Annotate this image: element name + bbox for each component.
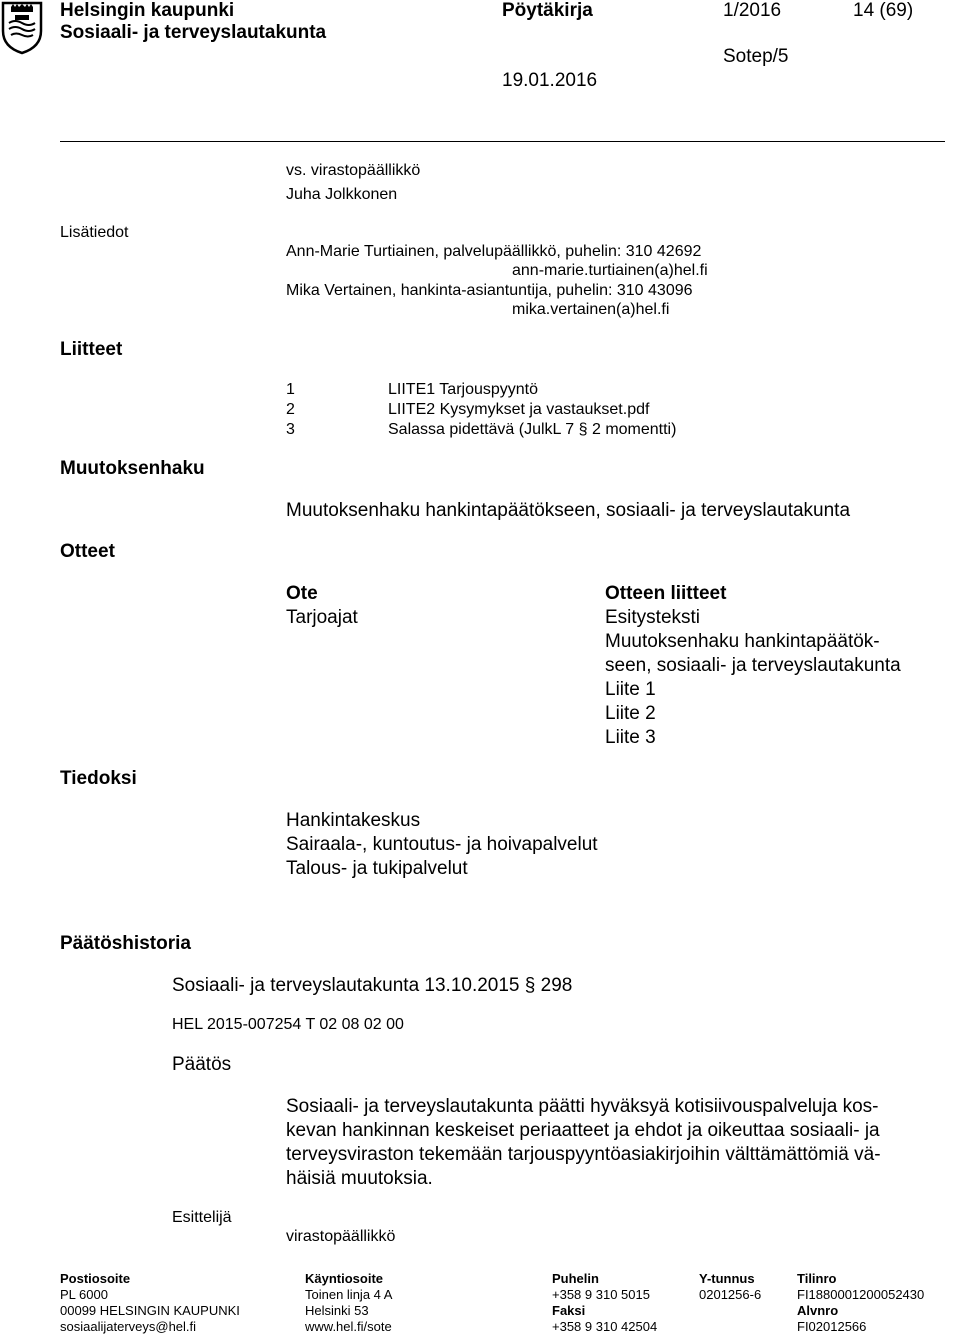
contact-1-email: ann-marie.turtiainen(a)hel.fi — [512, 262, 708, 279]
attachment-1: LIITE1 Tarjouspyyntö — [388, 381, 539, 398]
org-name: Helsingin kaupunki — [60, 0, 235, 21]
footer-postal-box: PL 6000 — [60, 1287, 108, 1302]
notify-recipient: Talous- ja tukipalvelut — [286, 858, 468, 879]
footer-phone-label: Puhelin — [552, 1271, 599, 1286]
excerpt-attachment: seen, sosiaali- ja terveyslautakunta — [605, 655, 901, 676]
label-esittelija: Esittelijä — [172, 1209, 232, 1226]
header-rule — [60, 141, 945, 142]
signer-title: vs. virastopäällikkö — [286, 162, 421, 179]
contact-2-email: mika.vertainen(a)hel.fi — [512, 301, 670, 318]
footer-postal-label: Postiosoite — [60, 1271, 131, 1286]
notify-recipient: Hankintakeskus — [286, 810, 421, 831]
footer-phone: +358 9 310 5015 — [552, 1287, 650, 1302]
label-paatoshistoria: Päätöshistoria — [60, 933, 191, 954]
label-lisatiedot: Lisätiedot — [60, 224, 129, 241]
excerpt-header: Ote — [286, 583, 318, 604]
footer-email: sosiaalijaterveys@hel.fi — [60, 1319, 197, 1334]
footer-postal-city: 00099 HELSINGIN KAUPUNKI — [60, 1303, 240, 1318]
history-meeting: Sosiaali- ja terveyslautakunta 13.10.2015 § 298 — [172, 975, 573, 996]
contact-1: Ann-Marie Turtiainen, palvelupäällikkö, puhelin: 310 42692 — [286, 243, 702, 260]
footer-business-id-label: Y-tunnus — [699, 1271, 755, 1286]
footer-account: FI1880001200052430 — [797, 1287, 925, 1302]
document-type: Pöytäkirja — [502, 0, 593, 21]
excerpt-attachment: Liite 2 — [605, 703, 656, 724]
notify-recipient: Sairaala-, kuntoutus- ja hoivapalvelut — [286, 834, 598, 855]
footer-fax-label: Faksi — [552, 1303, 586, 1318]
footer-business-id: 0201256-6 — [699, 1287, 762, 1302]
attachment-3: Salassa pidettävä (JulkL 7 § 2 momentti) — [388, 421, 677, 438]
footer-visit-label: Käyntiosoite — [305, 1271, 384, 1286]
presenter-title: virastopäällikkö — [286, 1228, 396, 1245]
contact-2: Mika Vertainen, hankinta-asiantuntija, puhelin: 310 43096 — [286, 282, 693, 299]
label-liitteet: Liitteet — [60, 339, 123, 360]
footer-visit-street: Toinen linja 4 A — [305, 1287, 393, 1302]
history-reference: HEL 2015-007254 T 02 08 02 00 — [172, 1016, 404, 1033]
footer-account-label: Tilinro — [797, 1271, 837, 1286]
excerpt-attachment: Esitysteksti — [605, 607, 701, 628]
decision-line: terveysviraston tekemään tarjouspyyntöasiakirjoihin välttämättömiä vä- — [286, 1144, 881, 1165]
issue-number: 1/2016 — [723, 0, 782, 21]
footer-fax: +358 9 310 42504 — [552, 1319, 658, 1334]
committee-name: Sosiaali- ja terveyslautakunta — [60, 22, 327, 43]
footer-visit-city: Helsinki 53 — [305, 1303, 369, 1318]
helsinki-crest-logo — [1, 1, 43, 55]
label-otteet: Otteet — [60, 541, 115, 562]
label-tiedoksi: Tiedoksi — [60, 768, 137, 789]
attachment-2-num: 2 — [286, 401, 295, 418]
excerpt-attachment: Liite 3 — [605, 727, 656, 748]
excerpt-attachments-header: Otteen liitteet — [605, 583, 727, 604]
decision-line: kevan hankinnan keskeiset periaatteet ja ehdot ja oikeuttaa sosiaali- ja — [286, 1120, 880, 1141]
decision-line: Sosiaali- ja terveyslautakunta päätti hyväksyä kotisiivouspalveluja kos- — [286, 1096, 879, 1117]
attachment-1-num: 1 — [286, 381, 295, 398]
page-number: 14 (69) — [853, 0, 914, 21]
signer-name: Juha Jolkkonen — [286, 186, 398, 203]
section-code: Sotep/5 — [723, 46, 789, 67]
excerpt-recipients: Tarjoajat — [286, 607, 358, 628]
excerpt-attachment: Muutoksenhaku hankintapäätök- — [605, 631, 880, 652]
label-paatos: Päätös — [172, 1054, 232, 1075]
footer-website: www.hel.fi/sote — [305, 1319, 392, 1334]
appeal-text: Muutoksenhaku hankintapäätökseen, sosiaali- ja terveyslautakunta — [286, 500, 851, 521]
attachment-2: LIITE2 Kysymykset ja vastaukset.pdf — [388, 401, 650, 418]
attachment-3-num: 3 — [286, 421, 295, 438]
decision-line: häisiä muutoksia. — [286, 1168, 433, 1189]
excerpt-attachment: Liite 1 — [605, 679, 656, 700]
footer-vat: FI02012566 — [797, 1319, 867, 1334]
footer-vat-label: Alvnro — [797, 1303, 839, 1318]
meeting-date: 19.01.2016 — [502, 70, 598, 91]
label-muutoksenhaku: Muutoksenhaku — [60, 458, 205, 479]
